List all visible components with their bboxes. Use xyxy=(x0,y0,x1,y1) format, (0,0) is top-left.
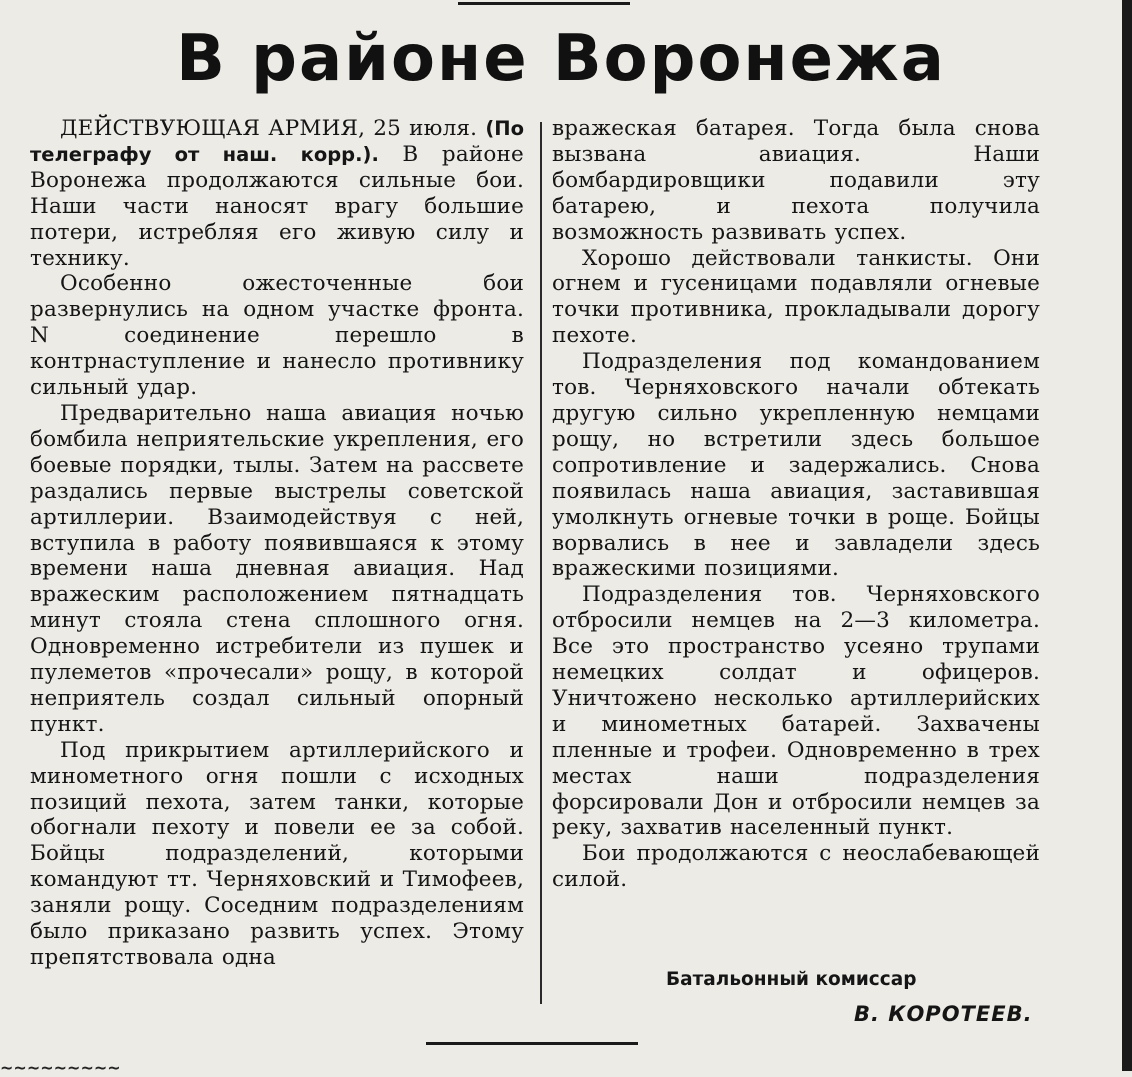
article-column-left xyxy=(30,116,524,971)
article-paragraph-9: Бои продолжаются с неослабевающей силой. xyxy=(552,841,1040,893)
article-paragraph-4: Под прикрытием артиллерийского и минометного огня пошли с исходных позиций пехота, затем танки, которые обогнали пехоту и повели ее за собой. Бойцы подразделений, которыми командуют тт. Черняховский и Тимофеев, заняли рощу. Соседним подразделениям было приказано развить успех. Этому препятствовала одна xyxy=(30,737,524,970)
article-paragraph-1 xyxy=(30,116,524,271)
article-paragraph-2: Особенно ожесточенные бои развернулись на одном участке фронта. N соединение перешло в контрнаступление и нанесло противнику сильный удар. xyxy=(30,271,524,401)
top-divider xyxy=(458,2,630,5)
author-title: Батальонный комиссар xyxy=(666,969,917,990)
article-paragraph-8: Подразделения тов. Черняховского отбросили немцев на 2—3 километра. Все это пространство усеяно трупами немецких солдат и офицеров. Уничтожено несколько артиллерийских и минометных батарей. Захвачены пленные и трофеи. Одновременно в трех местах наши подразделения форсировали Дон и отбросили немцев за реку, захватив населенный пункт. xyxy=(552,582,1040,841)
page-edge-shadow xyxy=(1122,0,1132,1071)
dateline-source: (По телеграфу от наш. корр.). xyxy=(30,117,524,166)
article-column-right xyxy=(552,116,1040,893)
dateline-place: ДЕЙСТВУЮЩАЯ АРМИЯ, 25 июля. xyxy=(60,116,478,141)
author-name: В. КОРОТЕЕВ. xyxy=(854,1002,1033,1026)
article-paragraph-6: Хорошо действовали танкисты. Они огнем и гусеницами подавляли огневые точки противника, прокладывали дорогу пехоте. xyxy=(552,245,1040,349)
next-article-cutoff: ~~~~~~~~~ xyxy=(0,1058,121,1077)
article-paragraph-7: Подразделения под командованием тов. Черняховского начали обтекать другую сильно укрепленную немцами рощу, но встретили здесь большое сопротивление и задержались. Снова появилась наша авиация, заставившая умолкнуть огневые точки в роще. Бойцы ворвались в нее и завладели здесь вражескими позициями. xyxy=(552,349,1040,582)
article-headline: В районе Воронежа xyxy=(176,22,946,96)
column-divider xyxy=(540,122,542,1004)
article-paragraph-5: вражеская батарея. Тогда была снова вызвана авиация. Наши бомбардировщики подавили эту батарею, и пехота получила возможность развивать успех. xyxy=(552,116,1040,245)
article-paragraph-3: Предварительно наша авиация ночью бомбила неприятельские укрепления, его боевые порядки, тылы. Затем на рассвете раздались первые выстрелы советской артиллерии. Взаимодействуя с ней, вступила в работу появившаяся к этому времени наша дневная авиация. Над вражеским расположением пятнадцать минут стояла стена сплошного огня. Одновременно истребители из пушек и пулеметов «прочесали» рощу, в которой неприятель создал сильный опорный пункт. xyxy=(30,400,524,737)
bottom-divider xyxy=(426,1042,638,1045)
paragraph-1-text: В районе Воронежа продолжаются сильные бои. Наши части наносят врагу большие потери, истребляя его живую силу и технику. xyxy=(30,141,524,271)
